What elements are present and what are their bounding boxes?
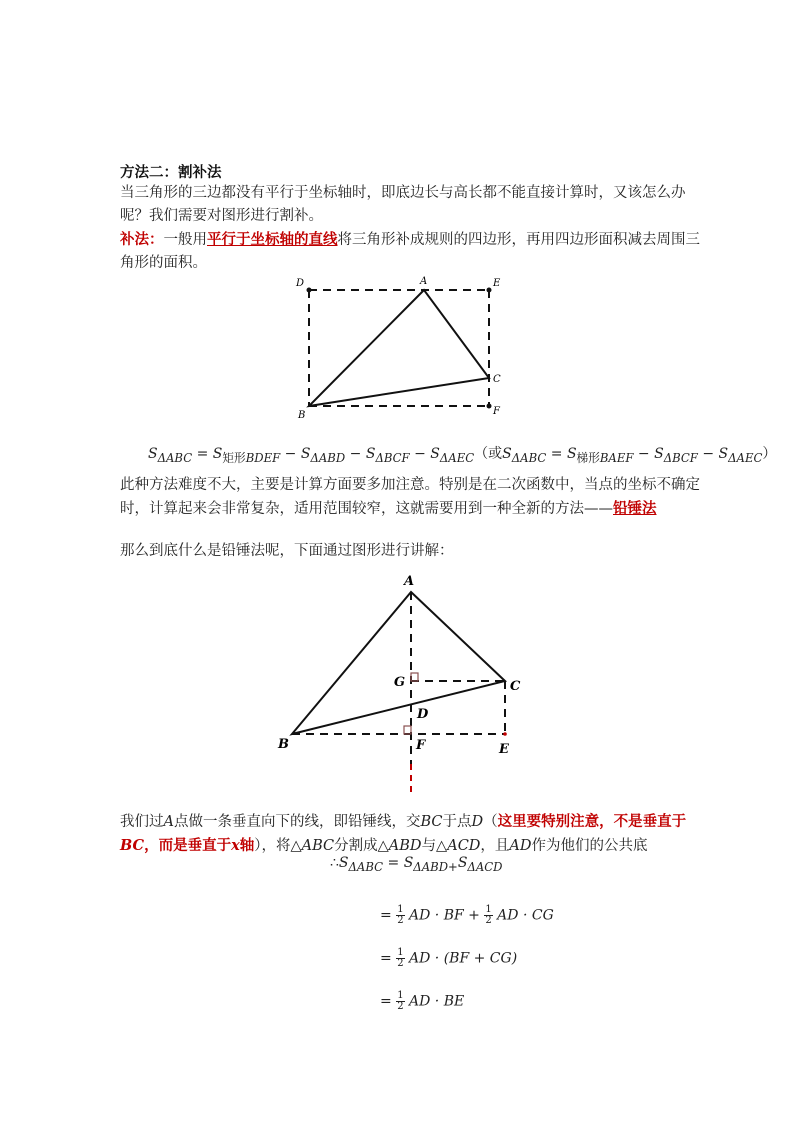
label-a-2: A xyxy=(404,574,415,589)
buf-text-2: 将三角形补成规则的四边形，再用四边形面积减去周围三角形的面积。 xyxy=(120,232,700,271)
point-e-2 xyxy=(503,732,507,736)
plumb-method-emphasis: 铅锤法 xyxy=(613,500,657,517)
note-emphasis: 这里要特别注意，不是垂直于BC，而是垂直于x轴 xyxy=(120,813,687,854)
triangle-abc-2 xyxy=(292,592,505,734)
figure-plumb-line xyxy=(265,568,535,803)
formula-line-3: = $\frac{1}{2}$ AD · (BF + CG) xyxy=(380,947,518,969)
label-b: B xyxy=(298,410,306,421)
point-f xyxy=(487,404,492,409)
difficulty-paragraph: 此种方法难度不大，主要是计算方面要多加注意。特别是在二次函数中，当点的坐标不确定时，计算起来会非常复杂，适用范围较窄，这就需要用到一种全新的方法——铅锤法 xyxy=(120,477,700,517)
buf-label: 补法： xyxy=(120,231,164,248)
label-b-2: B xyxy=(278,737,289,752)
point-d xyxy=(307,288,312,293)
label-d-2: D xyxy=(417,707,429,722)
label-f: F xyxy=(493,406,500,417)
buf-paragraph xyxy=(120,228,700,275)
buf-emphasis: 平行于坐标轴的直线 xyxy=(207,231,338,248)
formula-line-2: = $\frac{1}{2}$ AD · BF + $\frac{1}{2}$ AD · CG xyxy=(380,904,554,926)
triangle-abc xyxy=(309,290,489,406)
label-c: C xyxy=(493,374,501,385)
label-e-2: E xyxy=(499,742,509,757)
right-angle-g xyxy=(411,673,418,681)
explanation-paragraph: 我们过A点做一条垂直向下的线，即铅锤线，交BC于点D（这里要特别注意，不是垂直于BC，而是垂直于x轴），将△ABC分割成△ABD与△ACD，且AD作为他们的公共底 xyxy=(120,813,687,854)
formula-area-rectangle: $S_{\Delta ABC} = S_{矩形BDEF} - S_{\Delta ABD} - S_{\Delta BCF} - S_{\Delta AEC}$（或$S_{\Delta ABC} = S_{梯形BAEF} - S_{\Delta BCF} - S_{\Delta AEC}$） xyxy=(148,446,777,465)
buf-text-1: 一般用 xyxy=(163,232,207,248)
label-e: E xyxy=(493,278,501,289)
label-f-2: F xyxy=(416,738,426,753)
right-angle-f xyxy=(404,726,411,734)
label-a: A xyxy=(420,276,428,287)
intro-paragraph: 当三角形的三边都没有平行于坐标轴时，即底边长与高长都不能直接计算时，又该怎么办呢？我们需要对图形进行割补。 xyxy=(120,185,686,224)
formula-line-4: = $\frac{1}{2}$ AD · BE xyxy=(380,990,465,1012)
question-paragraph: 那么到底什么是铅锤法呢，下面通过图形进行讲解： xyxy=(120,543,454,559)
label-d: D xyxy=(296,278,305,289)
section-title: 方法二：割补法 xyxy=(120,164,222,181)
figure-rectangle-triangle xyxy=(280,272,520,422)
point-e xyxy=(487,288,492,293)
formula-line-1: $\therefore S_{\Delta ABC} = S_{\Delta ABD+}S_{\Delta ACD}$ xyxy=(330,855,503,874)
label-c-2: C xyxy=(510,679,521,694)
label-g: G xyxy=(394,675,406,690)
